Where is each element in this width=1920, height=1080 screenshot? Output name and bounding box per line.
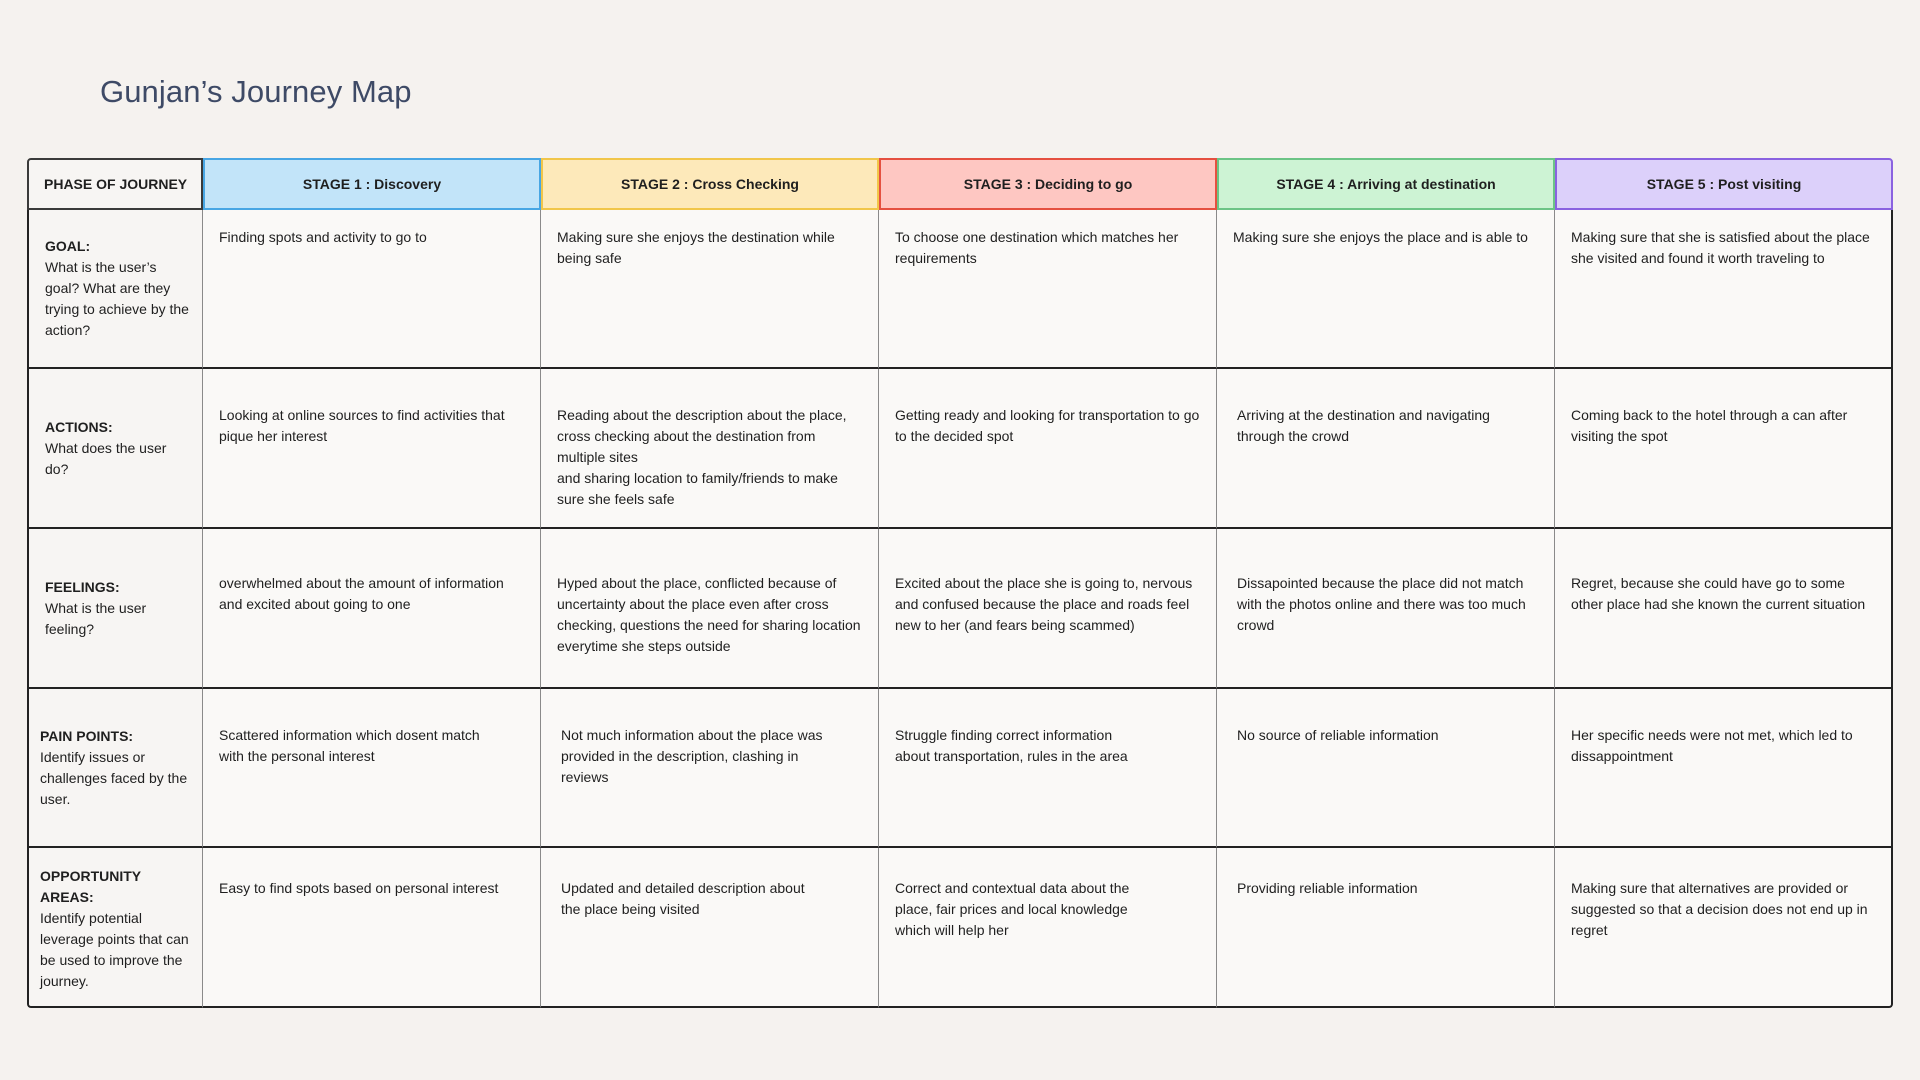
goal-stage-4: Making sure she enjoys the place and is able to	[1217, 210, 1555, 369]
row-label-actions	[27, 369, 203, 529]
stage-1-header: STAGE 1 : Discovery	[203, 158, 541, 210]
pain-points-stage-5: Her specific needs were not met, which led to dissappointment	[1555, 689, 1893, 848]
row-title: GOAL:	[45, 238, 91, 254]
stage-5-header: STAGE 5 : Post visiting	[1555, 158, 1893, 210]
goal-stage-1: Finding spots and activity to go to	[203, 210, 541, 369]
feelings-stage-4: Dissapointed because the place did not match with the photos online and there was too much crowd	[1217, 529, 1555, 689]
actions-stage-3: Getting ready and looking for transportation to go to the decided spot	[879, 369, 1217, 529]
pain-points-stage-3: Struggle finding correct information about transportation, rules in the area	[879, 689, 1217, 848]
goal-stage-2: Making sure she enjoys the destination while being safe	[541, 210, 879, 369]
pain-points-stage-1: Scattered information which dosent match with the personal interest	[203, 689, 541, 848]
row-description: Identify issues or challenges faced by the user.	[40, 748, 188, 807]
opportunity-stage-3: Correct and contextual data about the place, fair prices and local knowledge which will help her	[879, 848, 1217, 1008]
row-description: Identify potential leverage points that can be used to improve the journey.	[40, 910, 189, 989]
actions-stage-5: Coming back to the hotel through a can after visiting the spot	[1555, 369, 1893, 529]
phase-header: PHASE OF JOURNEY	[27, 158, 203, 210]
stage-4-header: STAGE 4 : Arriving at destination	[1217, 158, 1555, 210]
row-title: FEELINGS:	[45, 578, 120, 595]
opportunity-stage-1: Easy to find spots based on personal interest	[203, 848, 541, 1008]
feelings-stage-2: Hyped about the place, conflicted because of uncertainty about the place even after cross checking, questions the need for sharing location everytime she steps outside	[541, 529, 879, 689]
row-description: What does the user do?	[45, 439, 167, 477]
page-title: Gunjan’s Journey Map	[100, 74, 412, 109]
row-description: What is the user’s goal? What are they trying to achieve by the action?	[45, 259, 189, 338]
row-label-pain-points	[27, 689, 203, 848]
row-label-goal	[27, 210, 203, 369]
pain-points-stage-2: Not much information about the place was provided in the description, clashing in reviews	[541, 689, 879, 848]
pain-points-stage-4: No source of reliable information	[1217, 689, 1555, 848]
feelings-stage-1: overwhelmed about the amount of information and excited about going to one	[203, 529, 541, 689]
row-title: PAIN POINTS:	[40, 727, 134, 744]
stage-3-header: STAGE 3 : Deciding to go	[879, 158, 1217, 210]
actions-stage-4: Arriving at the destination and navigating through the crowd	[1217, 369, 1555, 529]
feelings-stage-3: Excited about the place she is going to, nervous and confused because the place and roads feel new to her (and fears being scammed)	[879, 529, 1217, 689]
row-title: OPPORTUNITY AREAS:	[40, 868, 141, 905]
stage-2-header: STAGE 2 : Cross Checking	[541, 158, 879, 210]
row-title: ACTIONS:	[45, 418, 113, 435]
journey-map-table	[27, 158, 1893, 1008]
actions-stage-2: Reading about the description about the place, cross checking about the destination from multiple sites and sharing location to family/friends to make sure she feels safe	[541, 369, 879, 529]
goal-stage-3: To choose one destination which matches her requirements	[879, 210, 1217, 369]
row-description: What is the user feeling?	[45, 599, 147, 637]
feelings-stage-5: Regret, because she could have go to some other place had she known the current situation	[1555, 529, 1893, 689]
row-label-opportunity-areas	[27, 848, 203, 1008]
opportunity-stage-4: Providing reliable information	[1217, 848, 1555, 1008]
opportunity-stage-5: Making sure that alternatives are provided or suggested so that a decision does not end up in regret	[1555, 848, 1893, 1008]
actions-stage-1: Looking at online sources to find activities that pique her interest	[203, 369, 541, 529]
row-label-feelings	[27, 529, 203, 689]
goal-stage-5: Making sure that she is satisfied about the place she visited and found it worth traveling to	[1555, 210, 1893, 369]
opportunity-stage-2: Updated and detailed description about the place being visited	[541, 848, 879, 1008]
